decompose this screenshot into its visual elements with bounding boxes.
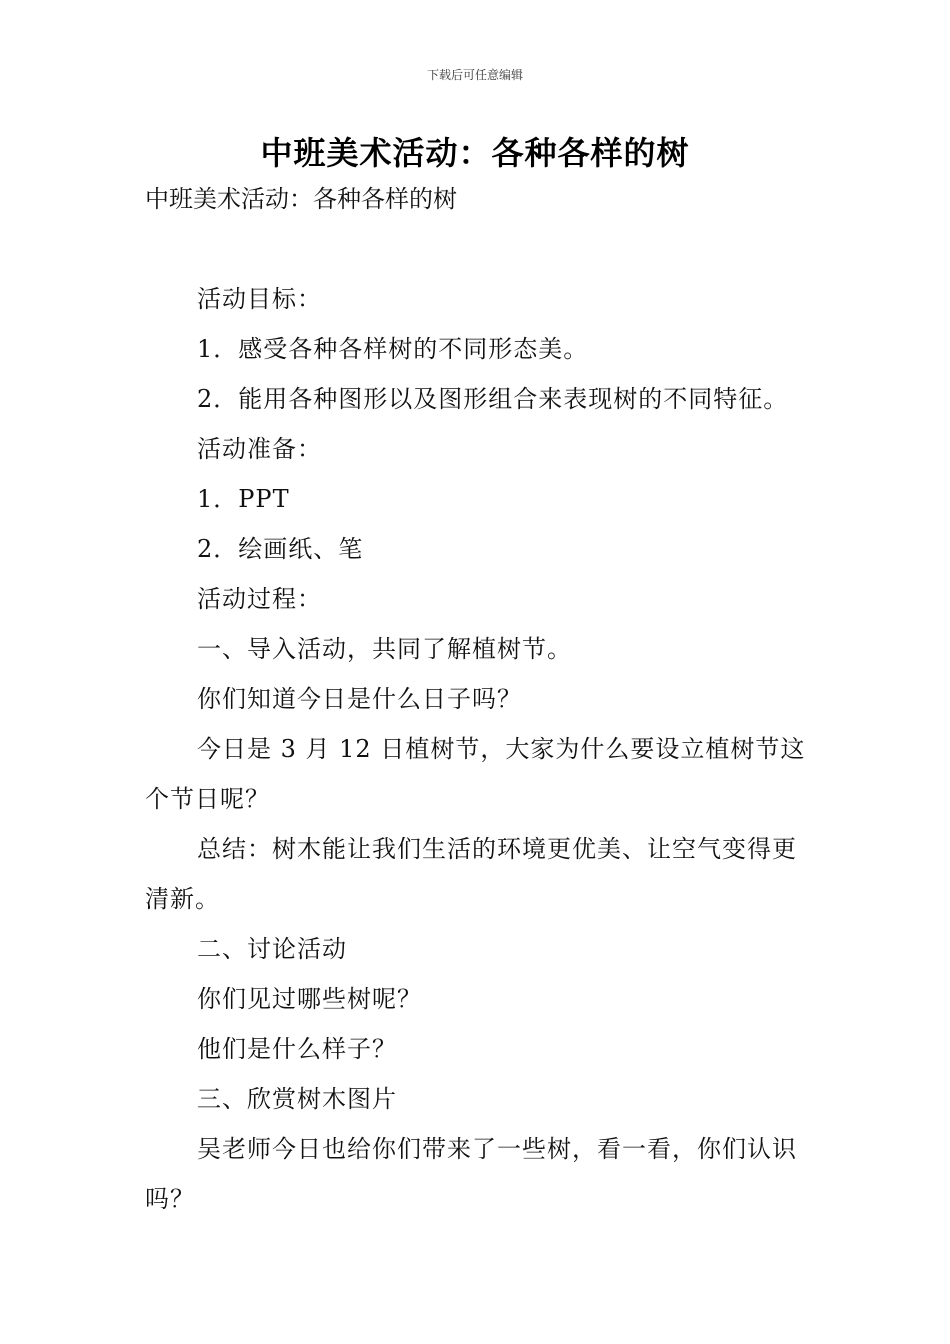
paragraph-prep-2: 2．绘画纸、笔 xyxy=(197,535,364,563)
paragraph-summary: 总结：树木能让我们生活的环境更优美、让空气变得更清新。 xyxy=(145,835,797,913)
paragraph-process-heading: 活动过程： xyxy=(197,585,322,613)
document-subtitle: 中班美术活动：各种各样的树 xyxy=(145,185,457,213)
paragraph-section-2: 二、讨论活动 xyxy=(197,935,347,963)
paragraph-section-1: 一、导入活动，共同了解植树节。 xyxy=(197,635,572,663)
header-note: 下载后可任意编辑 xyxy=(426,68,523,82)
paragraph-goal-1: 1．感受各种各样树的不同形态美。 xyxy=(197,335,589,363)
paragraph-question-3: 你们见过哪些树呢？ xyxy=(197,985,422,1013)
paragraph-prep-1: 1．PPT xyxy=(197,485,290,513)
document-body xyxy=(145,274,810,1224)
paragraph-prep-heading: 活动准备： xyxy=(197,435,322,463)
page-title: 中班美术活动：各种各样的树 xyxy=(260,134,690,172)
paragraph-section-3: 三、欣赏树木图片 xyxy=(197,1085,397,1113)
paragraph-goals-heading: 活动目标： xyxy=(197,285,322,313)
paragraph-question-5: 吴老师今日也给你们带来了一些树，看一看，你们认识吗？ xyxy=(145,1135,797,1213)
paragraph-question-4: 他们是什么样子？ xyxy=(197,1035,397,1063)
paragraph-question-2: 今日是 3 月 12 日植树节，大家为什么要设立植树节这个节日呢？ xyxy=(145,735,806,813)
paragraph-goal-2: 2．能用各种图形以及图形组合来表现树的不同特征。 xyxy=(197,385,789,413)
paragraph-question-1: 你们知道今日是什么日子吗？ xyxy=(197,685,522,713)
